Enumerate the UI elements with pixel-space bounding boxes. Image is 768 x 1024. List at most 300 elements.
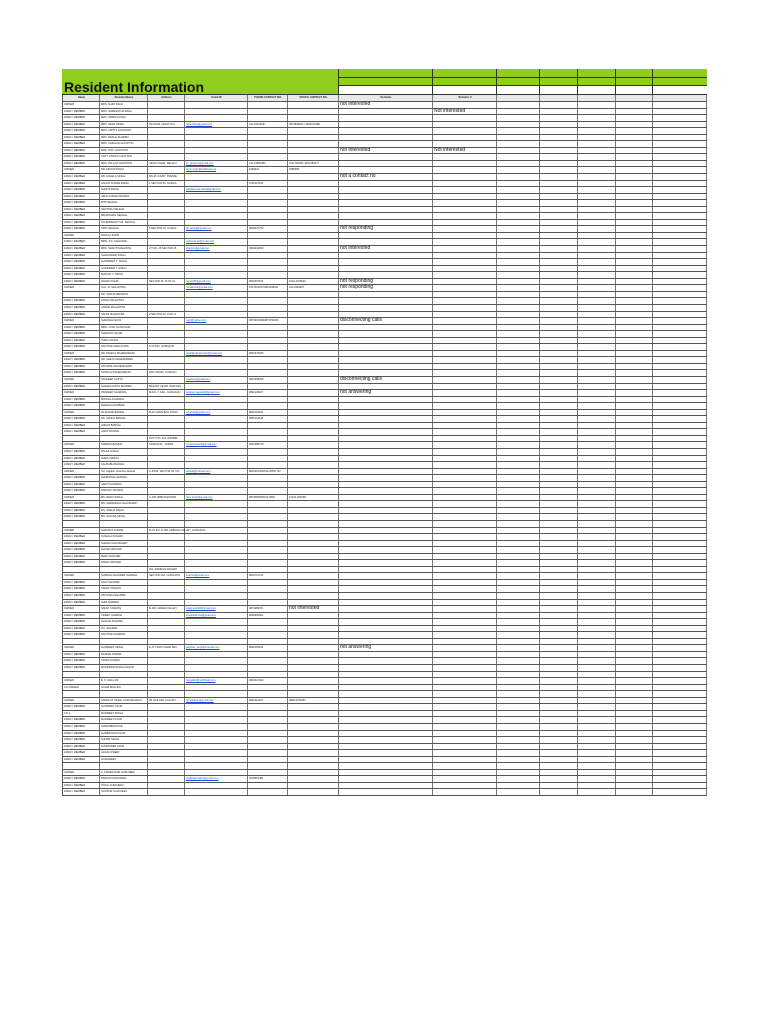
table-cell[interactable]: [578, 593, 616, 599]
table-cell[interactable]: [339, 541, 433, 547]
table-cell[interactable]: [653, 397, 707, 403]
table-cell[interactable]: [288, 488, 339, 494]
table-cell[interactable]: [339, 423, 433, 429]
table-cell[interactable]: [288, 259, 339, 265]
table-cell[interactable]: CO-OWNER: [62, 685, 100, 691]
table-cell[interactable]: [185, 528, 248, 534]
table-cell[interactable]: [248, 560, 288, 566]
table-cell[interactable]: [185, 501, 248, 507]
table-cell[interactable]: [339, 593, 433, 599]
column-header[interactable]: Email ID: [185, 95, 248, 101]
table-cell[interactable]: [616, 488, 653, 494]
table-cell[interactable]: [339, 469, 433, 475]
table-cell[interactable]: [148, 672, 185, 678]
table-cell[interactable]: [248, 253, 288, 259]
table-cell[interactable]: COL. M. MALHOTRA: [100, 285, 148, 291]
table-cell[interactable]: [540, 573, 578, 579]
table-cell[interactable]: FAMILY MEMBER: [62, 508, 100, 514]
table-cell[interactable]: [185, 691, 248, 697]
table-cell[interactable]: [433, 698, 497, 704]
table-cell[interactable]: FAMILY MEMBER: [62, 534, 100, 540]
table-cell[interactable]: [185, 586, 248, 592]
table-cell[interactable]: [339, 698, 433, 704]
table-cell[interactable]: 5 SECTOR 25, GURGA: [148, 226, 185, 232]
table-cell[interactable]: [248, 514, 288, 520]
table-cell[interactable]: [339, 495, 433, 501]
table-cell[interactable]: [616, 285, 653, 291]
table-cell[interactable]: not interested: [339, 246, 433, 252]
table-cell[interactable]: SAKET VASHITH: [100, 586, 148, 592]
table-cell[interactable]: [62, 691, 100, 697]
table-cell[interactable]: [433, 757, 497, 763]
table-cell[interactable]: [653, 384, 707, 390]
table-cell[interactable]: [185, 757, 248, 763]
table-cell[interactable]: [616, 141, 653, 147]
table-cell[interactable]: DR. ANGELA SINGH: [100, 174, 148, 180]
table-cell[interactable]: [288, 312, 339, 318]
table-cell[interactable]: [433, 325, 497, 331]
table-cell[interactable]: [540, 115, 578, 121]
table-cell[interactable]: FAMILY MEMBER: [62, 580, 100, 586]
table-cell[interactable]: [288, 501, 339, 507]
table-cell[interactable]: [540, 672, 578, 678]
table-cell[interactable]: [248, 541, 288, 547]
table-cell[interactable]: [616, 344, 653, 350]
table-cell[interactable]: [148, 357, 185, 363]
table-cell[interactable]: [148, 403, 185, 409]
table-cell[interactable]: SECTOR 10A, GURGAON: [148, 573, 185, 579]
table-cell[interactable]: [339, 672, 433, 678]
table-cell[interactable]: [653, 501, 707, 507]
table-cell[interactable]: [497, 233, 540, 239]
table-cell[interactable]: [653, 331, 707, 337]
table-cell[interactable]: [248, 436, 288, 442]
table-cell[interactable]: [288, 586, 339, 592]
table-cell[interactable]: [540, 750, 578, 756]
table-cell[interactable]: [248, 187, 288, 193]
table-cell[interactable]: [339, 626, 433, 632]
table-cell[interactable]: [616, 658, 653, 664]
table-cell[interactable]: [578, 606, 616, 612]
table-cell[interactable]: GURGAON - 122002: [148, 442, 185, 448]
table-cell[interactable]: MRS. NEHA SINGH: [100, 122, 148, 128]
table-cell[interactable]: [497, 364, 540, 370]
table-cell[interactable]: [653, 239, 707, 245]
table-cell[interactable]: [578, 600, 616, 606]
table-cell[interactable]: [185, 305, 248, 311]
table-cell[interactable]: [100, 521, 148, 527]
table-cell[interactable]: FAMILY MEMBER: [62, 259, 100, 265]
table-cell[interactable]: [433, 541, 497, 547]
table-cell[interactable]: [497, 508, 540, 514]
table-cell[interactable]: [148, 135, 185, 141]
table-cell[interactable]: 9871899652 / 9811619189: [288, 122, 339, 128]
table-cell[interactable]: [616, 266, 653, 272]
table-cell[interactable]: [578, 442, 616, 448]
table-cell[interactable]: FAMILY MEMBER: [62, 416, 100, 422]
table-cell[interactable]: [540, 429, 578, 435]
table-cell[interactable]: [616, 508, 653, 514]
table-cell[interactable]: [248, 704, 288, 710]
table-cell[interactable]: [497, 757, 540, 763]
table-cell[interactable]: [653, 580, 707, 586]
table-cell[interactable]: [616, 685, 653, 691]
table-cell[interactable]: [148, 652, 185, 658]
table-cell[interactable]: [288, 757, 339, 763]
table-cell[interactable]: [540, 167, 578, 173]
table-cell[interactable]: [540, 619, 578, 625]
table-cell[interactable]: [578, 639, 616, 645]
table-cell[interactable]: [497, 253, 540, 259]
table-cell[interactable]: [497, 351, 540, 357]
table-cell[interactable]: [433, 429, 497, 435]
table-cell[interactable]: [653, 102, 707, 108]
table-cell[interactable]: DR. ARUNA BANSAL: [100, 416, 148, 422]
table-cell[interactable]: [288, 239, 339, 245]
table-cell[interactable]: [653, 128, 707, 134]
table-cell[interactable]: [288, 318, 339, 324]
table-cell[interactable]: 8 FLOOR, NIGHT RAI: [148, 122, 185, 128]
table-cell[interactable]: [288, 187, 339, 193]
table-cell[interactable]: [148, 685, 185, 691]
table-cell[interactable]: FAMILY MEMBER: [62, 554, 100, 560]
table-cell[interactable]: [653, 652, 707, 658]
table-cell[interactable]: rana.neha@gmail.com: [185, 122, 248, 128]
table-cell[interactable]: [540, 744, 578, 750]
table-cell[interactable]: FAMILY MEMBER: [62, 547, 100, 553]
table-cell[interactable]: [288, 580, 339, 586]
table-cell[interactable]: [497, 331, 540, 337]
table-cell[interactable]: [433, 135, 497, 141]
table-cell[interactable]: [616, 312, 653, 318]
table-cell[interactable]: CO-1: [62, 711, 100, 717]
table-cell[interactable]: [185, 724, 248, 730]
table-cell[interactable]: [339, 534, 433, 540]
table-cell[interactable]: [185, 370, 248, 376]
table-cell[interactable]: [540, 285, 578, 291]
table-cell[interactable]: 011-23891386: [248, 161, 288, 167]
table-cell[interactable]: RITA SEHGAL: [100, 200, 148, 206]
table-cell[interactable]: [578, 462, 616, 468]
table-cell[interactable]: [616, 416, 653, 422]
table-cell[interactable]: [248, 397, 288, 403]
table-cell[interactable]: [497, 573, 540, 579]
table-cell[interactable]: [433, 292, 497, 298]
table-cell[interactable]: FAMILY MEMBER: [62, 462, 100, 468]
table-cell[interactable]: [540, 724, 578, 730]
table-cell[interactable]: [185, 482, 248, 488]
table-cell[interactable]: [148, 207, 185, 213]
table-cell[interactable]: [288, 711, 339, 717]
table-cell[interactable]: [339, 253, 433, 259]
table-cell[interactable]: [497, 442, 540, 448]
table-cell[interactable]: FAMILY MEMBER: [62, 613, 100, 619]
table-cell[interactable]: [497, 586, 540, 592]
table-cell[interactable]: [185, 488, 248, 494]
table-cell[interactable]: [540, 194, 578, 200]
table-cell[interactable]: [616, 109, 653, 115]
table-cell[interactable]: shantim@gmail.com: [185, 246, 248, 252]
table-cell[interactable]: [653, 508, 707, 514]
table-cell[interactable]: [248, 639, 288, 645]
table-cell[interactable]: FAMILY MEMBER: [62, 560, 100, 566]
table-cell[interactable]: bkmallick@rediffmail.com: [185, 678, 248, 684]
table-cell[interactable]: [148, 213, 185, 219]
table-cell[interactable]: [540, 122, 578, 128]
table-cell[interactable]: [616, 547, 653, 553]
table-cell[interactable]: FAMILY MEMBER: [62, 148, 100, 154]
table-cell[interactable]: B-402, GREEN VALLEY: [148, 606, 185, 612]
table-cell[interactable]: SURAJ SINGH: [100, 456, 148, 462]
table-cell[interactable]: [148, 626, 185, 632]
table-cell[interactable]: [653, 200, 707, 206]
table-cell[interactable]: [653, 488, 707, 494]
table-cell[interactable]: PIYALI GURUJEEV: [100, 783, 148, 789]
table-cell[interactable]: [339, 298, 433, 304]
table-cell[interactable]: [185, 141, 248, 147]
table-cell[interactable]: 9810721741: [248, 573, 288, 579]
table-cell[interactable]: MRS. SHANTI MAHANTE: [100, 246, 148, 252]
table-cell[interactable]: [616, 560, 653, 566]
table-cell[interactable]: B-117 MAIN BALI ROAD: [148, 410, 185, 416]
table-cell[interactable]: [540, 456, 578, 462]
table-cell[interactable]: [540, 495, 578, 501]
table-cell[interactable]: [185, 658, 248, 664]
table-cell[interactable]: [578, 776, 616, 782]
table-cell[interactable]: [540, 606, 578, 612]
table-cell[interactable]: [433, 613, 497, 619]
table-cell[interactable]: [185, 665, 248, 671]
table-cell[interactable]: [248, 384, 288, 390]
table-cell[interactable]: [616, 305, 653, 311]
table-cell[interactable]: [62, 292, 100, 298]
table-cell[interactable]: OWNER: [62, 410, 100, 416]
table-cell[interactable]: [433, 128, 497, 134]
table-cell[interactable]: [497, 514, 540, 520]
table-cell[interactable]: [616, 750, 653, 756]
table-cell[interactable]: [433, 658, 497, 664]
table-cell[interactable]: 1 SECTOR 56, GURGA: [148, 181, 185, 187]
table-cell[interactable]: [540, 626, 578, 632]
table-cell[interactable]: FAMILY MEMBER: [62, 488, 100, 494]
table-cell[interactable]: [185, 514, 248, 520]
table-cell[interactable]: 9999446833: [248, 246, 288, 252]
table-cell[interactable]: [497, 600, 540, 606]
table-cell[interactable]: [497, 501, 540, 507]
table-cell[interactable]: [433, 239, 497, 245]
table-cell[interactable]: [148, 259, 185, 265]
table-cell[interactable]: [433, 685, 497, 691]
table-cell[interactable]: PLOT NO. 101, RANBIR: [148, 436, 185, 442]
table-cell[interactable]: [148, 148, 185, 154]
table-cell[interactable]: [653, 573, 707, 579]
table-cell[interactable]: GAGAN PREET: [100, 750, 148, 756]
table-cell[interactable]: [148, 194, 185, 200]
table-cell[interactable]: [578, 122, 616, 128]
table-cell[interactable]: [248, 148, 288, 154]
table-cell[interactable]: [616, 757, 653, 763]
table-cell[interactable]: [540, 246, 578, 252]
table-cell[interactable]: [185, 109, 248, 115]
table-cell[interactable]: A-196 URBAN ESTATE: [148, 495, 185, 501]
table-cell[interactable]: OWNER: [62, 351, 100, 357]
table-cell[interactable]: [288, 534, 339, 540]
table-cell[interactable]: FAMILY MEMBER: [62, 593, 100, 599]
table-cell[interactable]: [578, 626, 616, 632]
table-cell[interactable]: [497, 377, 540, 383]
table-cell[interactable]: FAMILY MEMBER: [62, 109, 100, 115]
table-cell[interactable]: [497, 213, 540, 219]
table-cell[interactable]: OWNER: [62, 377, 100, 383]
table-cell[interactable]: [616, 567, 653, 573]
table-cell[interactable]: [248, 370, 288, 376]
table-cell[interactable]: RAKESH AGARWAL: [100, 403, 148, 409]
table-cell[interactable]: [148, 325, 185, 331]
table-cell[interactable]: [288, 102, 339, 108]
table-cell[interactable]: SH. Jagdish Chandra Jaiswal: [100, 469, 148, 475]
table-cell[interactable]: [433, 357, 497, 363]
table-cell[interactable]: [185, 672, 248, 678]
table-cell[interactable]: 9899-9766387: [288, 698, 339, 704]
table-cell[interactable]: SAKET VASHITH: [100, 606, 148, 612]
table-cell[interactable]: [540, 586, 578, 592]
table-cell[interactable]: [288, 750, 339, 756]
table-cell[interactable]: [433, 776, 497, 782]
table-cell[interactable]: [540, 357, 578, 363]
table-cell[interactable]: 4283921: [248, 167, 288, 173]
table-cell[interactable]: [616, 639, 653, 645]
table-cell[interactable]: SUSHILA MAHESHWARI: [100, 370, 148, 376]
table-cell[interactable]: [288, 194, 339, 200]
table-cell[interactable]: [433, 534, 497, 540]
table-cell[interactable]: [578, 711, 616, 717]
column-header[interactable]: Remarks 2: [433, 95, 497, 101]
table-cell[interactable]: [288, 632, 339, 638]
table-cell[interactable]: [148, 272, 185, 278]
table-cell[interactable]: [616, 259, 653, 265]
table-cell[interactable]: [578, 554, 616, 560]
table-cell[interactable]: [148, 220, 185, 226]
table-cell[interactable]: [248, 783, 288, 789]
table-cell[interactable]: [433, 724, 497, 730]
table-cell[interactable]: [339, 757, 433, 763]
table-cell[interactable]: [540, 312, 578, 318]
table-cell[interactable]: [653, 763, 707, 769]
table-cell[interactable]: [339, 325, 433, 331]
table-cell[interactable]: [540, 397, 578, 403]
table-cell[interactable]: [248, 462, 288, 468]
table-cell[interactable]: DR. GEETA MAHESHWARI: [100, 357, 148, 363]
table-cell[interactable]: [148, 560, 185, 566]
table-cell[interactable]: [497, 724, 540, 730]
table-cell[interactable]: [497, 521, 540, 527]
table-cell[interactable]: [288, 364, 339, 370]
table-cell[interactable]: a.bansal@gmail.com: [185, 410, 248, 416]
table-cell[interactable]: [653, 226, 707, 232]
table-cell[interactable]: [616, 606, 653, 612]
table-cell[interactable]: [540, 364, 578, 370]
table-cell[interactable]: [288, 174, 339, 180]
table-cell[interactable]: [653, 750, 707, 756]
table-cell[interactable]: [185, 717, 248, 723]
table-cell[interactable]: [148, 233, 185, 239]
table-cell[interactable]: PRADEEP AGARWAL: [100, 390, 148, 396]
column-header[interactable]: Address: [148, 95, 185, 101]
table-cell[interactable]: OWNER: [62, 442, 100, 448]
table-cell[interactable]: [653, 148, 707, 154]
table-cell[interactable]: [148, 665, 185, 671]
table-cell[interactable]: [339, 331, 433, 337]
table-cell[interactable]: [248, 731, 288, 737]
table-cell[interactable]: [653, 482, 707, 488]
table-cell[interactable]: [288, 338, 339, 344]
table-cell[interactable]: [185, 154, 248, 160]
table-cell[interactable]: [339, 442, 433, 448]
table-cell[interactable]: [497, 580, 540, 586]
table-cell[interactable]: FAMILY MEMBER: [62, 239, 100, 245]
table-cell[interactable]: [540, 213, 578, 219]
table-cell[interactable]: FAMILY MEMBER: [62, 187, 100, 193]
table-cell[interactable]: [148, 534, 185, 540]
table-cell[interactable]: [578, 488, 616, 494]
table-cell[interactable]: MRS. NAINI RANA: [100, 102, 148, 108]
table-cell[interactable]: [497, 744, 540, 750]
table-cell[interactable]: [288, 403, 339, 409]
table-cell[interactable]: [578, 187, 616, 193]
table-cell[interactable]: [433, 567, 497, 573]
table-cell[interactable]: OWNER: [62, 606, 100, 612]
table-cell[interactable]: [497, 161, 540, 167]
table-cell[interactable]: [248, 528, 288, 534]
table-cell[interactable]: [540, 632, 578, 638]
table-cell[interactable]: ALOKE GROVER: [100, 547, 148, 553]
table-cell[interactable]: [616, 501, 653, 507]
table-cell[interactable]: [497, 436, 540, 442]
table-cell[interactable]: not answering: [339, 645, 433, 651]
table-cell[interactable]: [339, 141, 433, 147]
table-cell[interactable]: 9811004545: [248, 416, 288, 422]
table-cell[interactable]: [540, 351, 578, 357]
table-cell[interactable]: [616, 410, 653, 416]
table-cell[interactable]: [339, 449, 433, 455]
table-cell[interactable]: BRIG. P.C. MAHANTE: [100, 239, 148, 245]
table-cell[interactable]: [653, 122, 707, 128]
table-cell[interactable]: [540, 207, 578, 213]
table-cell[interactable]: [288, 731, 339, 737]
table-cell[interactable]: [433, 331, 497, 337]
table-cell[interactable]: [148, 770, 185, 776]
table-cell[interactable]: [339, 573, 433, 579]
table-cell[interactable]: [339, 678, 433, 684]
table-cell[interactable]: [497, 541, 540, 547]
table-cell[interactable]: [497, 259, 540, 265]
table-cell[interactable]: [578, 312, 616, 318]
table-cell[interactable]: [339, 586, 433, 592]
table-cell[interactable]: [616, 613, 653, 619]
column-header[interactable]: [653, 95, 707, 101]
table-cell[interactable]: [540, 770, 578, 776]
table-cell[interactable]: [616, 207, 653, 213]
table-cell[interactable]: [185, 259, 248, 265]
table-cell[interactable]: [288, 672, 339, 678]
table-cell[interactable]: 2 SECTOR 22, PLOT-3: [148, 312, 185, 318]
table-cell[interactable]: MS. ANJANA SINGH: [100, 514, 148, 520]
table-cell[interactable]: [185, 423, 248, 429]
table-cell[interactable]: [148, 449, 185, 455]
table-cell[interactable]: [497, 691, 540, 697]
table-cell[interactable]: [433, 600, 497, 606]
table-cell[interactable]: JASPREET SINGH: [100, 645, 148, 651]
